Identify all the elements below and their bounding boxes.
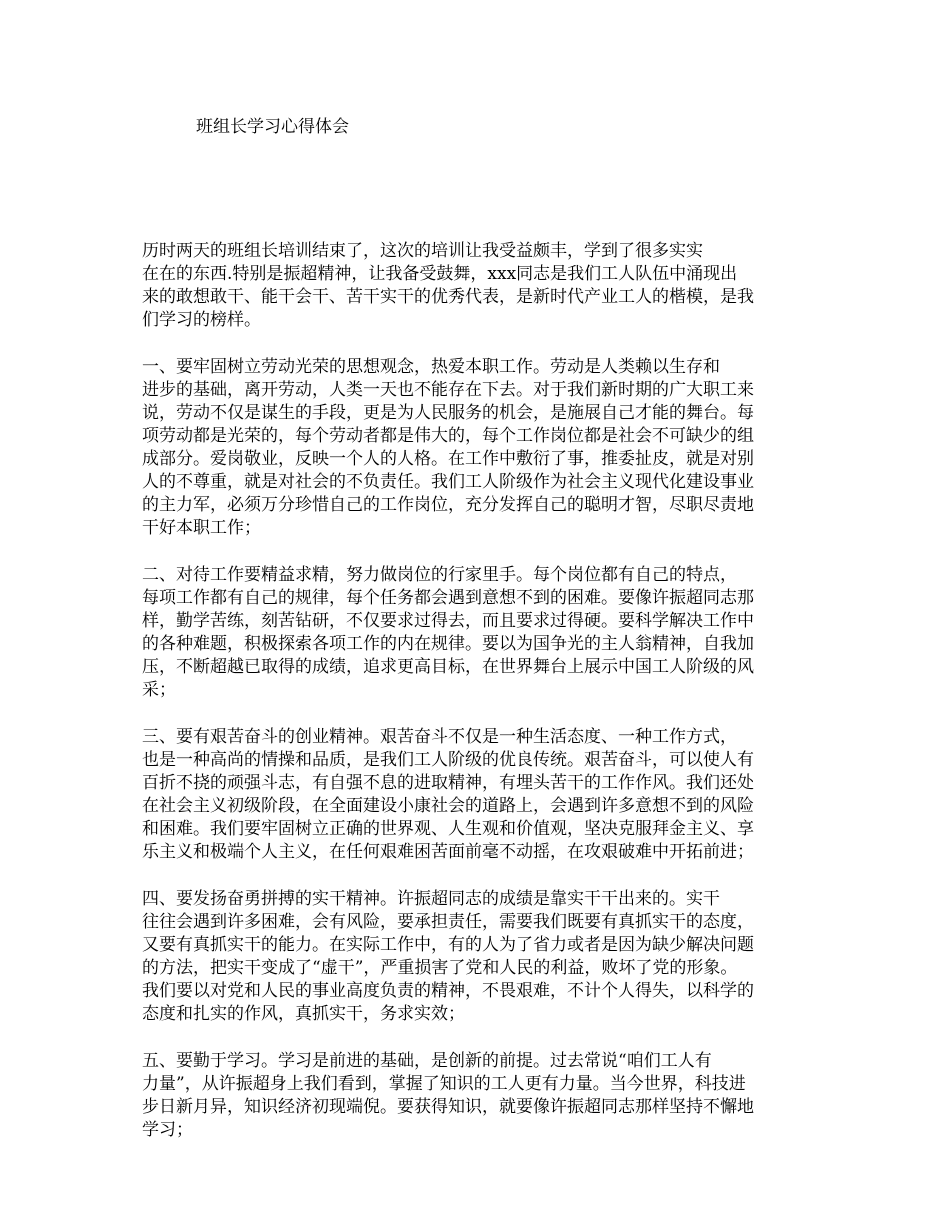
text-line: 往往会遇到许多困难，会有风险，要承担责任，需要我们既要有真抓实干的态度，: [142, 912, 754, 932]
document-title: 班组长学习心得体会: [196, 117, 349, 137]
text-line: 学习；: [142, 1120, 193, 1140]
text-line: 二、对待工作要精益求精，努力做岗位的行家里手。每个岗位都有自己的特点，: [142, 565, 737, 585]
text-line: 力量”，从许振超身上我们看到，掌握了知识的工人更有力量。当今世界，科技进: [142, 1074, 746, 1094]
text-line: 的方法，把实干变成了“虚干”，严重损害了党和人民的利益，败坏了党的形象。: [142, 958, 738, 978]
text-line: 三、要有艰苦奋斗的创业精神。艰苦奋斗不仅是一种生活态度、一种工作方式，: [142, 727, 737, 747]
document-body: [142, 240, 832, 1166]
text-line: 的各种难题，积极探索各项工作的内在规律。要以为国争光的主人翁精神，自我加: [142, 634, 754, 654]
text-line: 干好本职工作；: [142, 518, 261, 538]
text-line: 五、要勤于学习。学习是前进的基础，是创新的前提。过去常说“咱们工人有: [142, 1051, 712, 1071]
text-line: 和困难。我们要牢固树立正确的世界观、人生观和价值观，坚决克服拜金主义、享: [142, 819, 754, 839]
text-line: 们学习的榜样。: [142, 310, 261, 330]
text-line: 乐主义和极端个人主义，在任何艰难困苦面前毫不动摇，在攻艰破难中开拓前进；: [142, 842, 754, 862]
text-line: 一、要牢固树立劳动光荣的思想观念，热爱本职工作。劳动是人类赖以生存和: [142, 357, 720, 377]
paragraph-intro: [142, 240, 832, 332]
text-line: 人的不尊重，就是对社会的不负责任。我们工人阶级作为社会主义现代化建设事业: [142, 472, 754, 492]
paragraph-point-1: [142, 356, 832, 540]
text-line: 在社会主义初级阶段，在全面建设小康社会的道路上，会遇到许多意想不到的风险: [142, 796, 754, 816]
text-line: 的主力军，必须万分珍惜自己的工作岗位，充分发挥自己的聪明才智，尽职尽责地: [142, 495, 754, 515]
text-line: 也是一种高尚的情操和品质，是我们工人阶级的优良传统。艰苦奋斗，可以使人有: [142, 750, 754, 770]
text-line: 压，不断超越已取得的成绩，追求更高目标，在世界舞台上展示中国工人阶级的风: [142, 657, 754, 677]
text-line: 项劳动都是光荣的，每个劳动者都是伟大的，每个工作岗位都是社会不可缺少的组: [142, 426, 754, 446]
text-line: 四、要发扬奋勇拼搏的实干精神。许振超同志的成绩是靠实干干出来的。实干: [142, 889, 720, 909]
text-line: 进步的基础，离开劳动，人类一天也不能存在下去。对于我们新时期的广大职工来: [142, 380, 754, 400]
text-line: 来的敢想敢干、能干会干、苦干实干的优秀代表，是新时代产业工人的楷模，是我: [142, 287, 754, 307]
text-line: 历时两天的班组长培训结束了，这次的培训让我受益颇丰，学到了很多实实: [142, 241, 703, 261]
text-line: 采；: [142, 680, 176, 700]
text-line: 态度和扎实的作风，真抓实干，务求实效；: [142, 1004, 465, 1024]
text-line: 我们要以对党和人民的事业高度负责的精神，不畏艰难，不计个人得失，以科学的: [142, 981, 754, 1001]
paragraph-point-5: [142, 1050, 832, 1142]
text-line: 成部分。爱岗敬业，反映一个人的人格。在工作中敷衍了事，推委扯皮，就是对别: [142, 449, 754, 469]
text-line: 样，勤学苦练，刻苦钻研，不仅要求过得去，而且要求过得硬。要科学解决工作中: [142, 611, 754, 631]
text-line: 百折不挠的顽强斗志，有自强不息的进取精神，有埋头苦干的工作作风。我们还处: [142, 773, 754, 793]
paragraph-point-4: [142, 888, 832, 1026]
paragraph-point-3: [142, 726, 832, 864]
text-line: 说，劳动不仅是谋生的手段，更是为人民服务的机会，是施展自己才能的舞台。每: [142, 403, 754, 423]
paragraph-point-2: [142, 564, 832, 702]
text-line: 在在的东西.特别是振超精神，让我备受鼓舞，xxx同志是我们工人队伍中涌现出: [142, 264, 738, 284]
text-line: 步日新月异，知识经济初现端倪。要获得知识，就要像许振超同志那样坚持不懈地: [142, 1097, 754, 1117]
text-line: 每项工作都有自己的规律，每个任务都会遇到意想不到的困难。要像许振超同志那: [142, 588, 754, 608]
text-line: 又要有真抓实干的能力。在实际工作中，有的人为了省力或者是因为缺少解决问题: [142, 935, 754, 955]
